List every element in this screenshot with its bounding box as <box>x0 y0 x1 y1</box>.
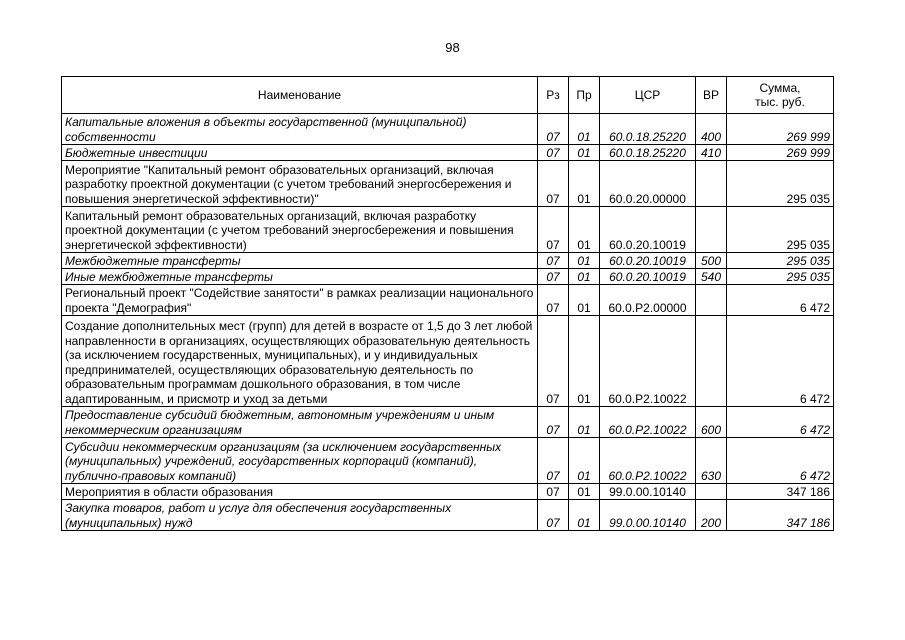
row-rz: 07 <box>538 438 569 484</box>
row-name: Мероприятия в области образования <box>62 484 538 500</box>
row-sum: 295 035 <box>727 161 834 207</box>
row-rz: 07 <box>538 161 569 207</box>
row-csr: 60.0.20.00000 <box>600 161 696 207</box>
row-rz: 07 <box>538 500 569 531</box>
row-sum: 269 999 <box>727 114 834 145</box>
table-row <box>62 253 834 269</box>
row-csr: 60.0.P2.10022 <box>600 316 696 407</box>
row-pr: 01 <box>569 438 600 484</box>
row-rz: 07 <box>538 114 569 145</box>
row-name: Предоставление субсидий бюджетным, автономным учреждениям и иным некоммерческим организациям <box>62 407 538 438</box>
row-vr: 540 <box>696 269 727 285</box>
table-row <box>62 114 834 145</box>
header-sum <box>727 77 834 114</box>
row-csr: 60.0.20.10019 <box>600 207 696 253</box>
row-vr <box>696 285 727 316</box>
row-name: Межбюджетные трансферты <box>62 253 538 269</box>
row-sum: 295 035 <box>727 269 834 285</box>
row-csr: 60.0.P2.10022 <box>600 407 696 438</box>
row-pr: 01 <box>569 207 600 253</box>
row-csr: 60.0.20.10019 <box>600 269 696 285</box>
row-pr: 01 <box>569 407 600 438</box>
header-vr: ВР <box>696 77 727 114</box>
row-pr: 01 <box>569 114 600 145</box>
row-vr: 600 <box>696 407 727 438</box>
table-row <box>62 500 834 531</box>
table-row <box>62 484 834 500</box>
row-name: Закупка товаров, работ и услуг для обеспечения государственных (муниципальных) нужд <box>62 500 538 531</box>
row-csr: 60.0.18.25220 <box>600 145 696 161</box>
row-csr: 99.0.00.10140 <box>600 484 696 500</box>
row-sum: 6 472 <box>727 407 834 438</box>
row-name: Создание дополнительных мест (групп) для детей в возрасте от 1,5 до 3 лет любой направленности в организациях, осуществляющих образовательную деятельность (за исключением государственных, муниципальных), и у индивидуальных предпринимателей, осуществляющих образовательную деятельность по образовательным программам дошкольного образования, в том числе адаптированным, и присмотр и уход за детьми <box>62 316 538 407</box>
header-rz: Рз <box>538 77 569 114</box>
row-rz: 07 <box>538 484 569 500</box>
row-rz: 07 <box>538 269 569 285</box>
table-row <box>62 438 834 484</box>
table-row <box>62 161 834 207</box>
row-pr: 01 <box>569 484 600 500</box>
row-sum: 347 186 <box>727 484 834 500</box>
table-row <box>62 145 834 161</box>
row-rz: 07 <box>538 316 569 407</box>
row-pr: 01 <box>569 145 600 161</box>
row-vr <box>696 161 727 207</box>
row-name: Капитальные вложения в объекты государственной (муниципальной) собственности <box>62 114 538 145</box>
row-csr: 60.0.20.10019 <box>600 253 696 269</box>
row-csr: 60.0.18.25220 <box>600 114 696 145</box>
row-vr: 410 <box>696 145 727 161</box>
row-pr: 01 <box>569 316 600 407</box>
row-vr: 400 <box>696 114 727 145</box>
row-sum: 295 035 <box>727 207 834 253</box>
row-pr: 01 <box>569 500 600 531</box>
row-sum: 6 472 <box>727 285 834 316</box>
row-rz: 07 <box>538 253 569 269</box>
row-name: Мероприятие "Капитальный ремонт образовательных организаций, включая разработку проектной документации (с учетом требований энергосбережения и повышения энергетической эффективности)" <box>62 161 538 207</box>
row-name: Региональный проект "Содействие занятости" в рамках реализации национального проекта "Демография" <box>62 285 538 316</box>
row-name: Капитальный ремонт образовательных организаций, включая разработку проектной документации (с учетом требований энергосбережения и повышения энергетической эффективности) <box>62 207 538 253</box>
row-csr: 99.0.00.10140 <box>600 500 696 531</box>
row-csr: 60.0.P2.10022 <box>600 438 696 484</box>
header-sum-line2: тыс. руб. <box>755 95 805 109</box>
header-sum-line1: Сумма, <box>759 80 801 95</box>
page-number: 98 <box>445 40 460 55</box>
row-vr: 500 <box>696 253 727 269</box>
row-rz: 07 <box>538 145 569 161</box>
row-sum: 295 035 <box>727 253 834 269</box>
row-rz: 07 <box>538 207 569 253</box>
table-row <box>62 269 834 285</box>
row-sum: 6 472 <box>727 316 834 407</box>
table-row <box>62 207 834 253</box>
row-vr: 630 <box>696 438 727 484</box>
table-row <box>62 285 834 316</box>
row-sum: 269 999 <box>727 145 834 161</box>
budget-table <box>61 76 834 531</box>
row-rz: 07 <box>538 285 569 316</box>
row-rz: 07 <box>538 407 569 438</box>
row-sum: 6 472 <box>727 438 834 484</box>
row-vr <box>696 207 727 253</box>
header-name: Наименование <box>62 77 538 114</box>
table-row <box>62 316 834 407</box>
table-header-row <box>62 77 834 114</box>
row-vr <box>696 484 727 500</box>
row-vr: 200 <box>696 500 727 531</box>
row-name: Иные межбюджетные трансферты <box>62 269 538 285</box>
row-pr: 01 <box>569 253 600 269</box>
row-vr <box>696 316 727 407</box>
row-pr: 01 <box>569 269 600 285</box>
header-csr: ЦСР <box>600 77 696 114</box>
row-name: Бюджетные инвестиции <box>62 145 538 161</box>
row-pr: 01 <box>569 161 600 207</box>
header-pr: Пр <box>569 77 600 114</box>
row-sum: 347 186 <box>727 500 834 531</box>
row-csr: 60.0.P2.00000 <box>600 285 696 316</box>
table-row <box>62 407 834 438</box>
row-pr: 01 <box>569 285 600 316</box>
row-name: Субсидии некоммерческим организациям (за исключением государственных (муниципальных) учреждений, государственных корпораций (компаний), публично-правовых компаний) <box>62 438 538 484</box>
